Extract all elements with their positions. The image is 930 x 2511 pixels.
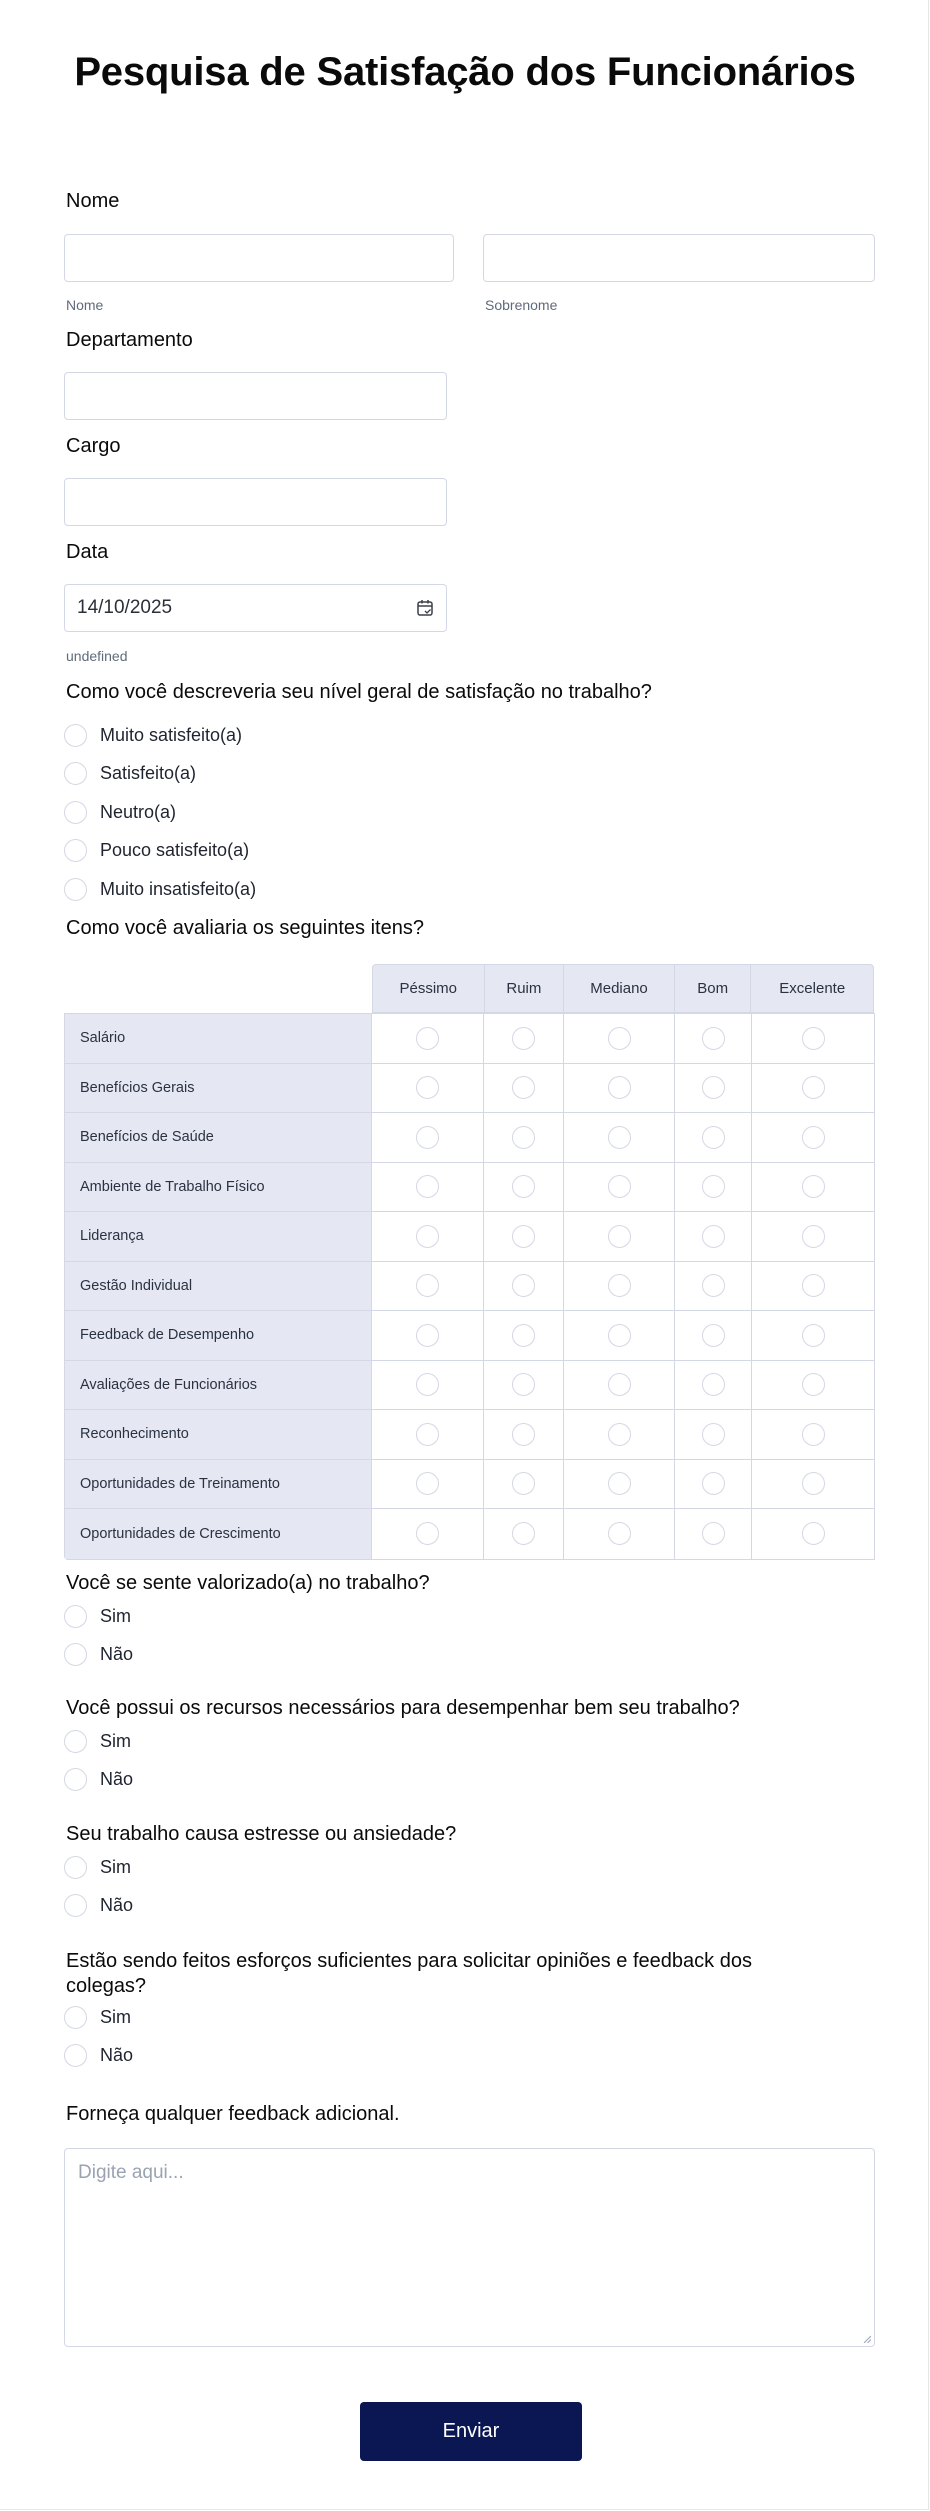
stress-option-no[interactable]	[64, 1892, 133, 1918]
option-label: Muito insatisfeito(a)	[100, 878, 257, 899]
matrix-cell	[484, 1460, 564, 1509]
matrix-cell	[372, 1509, 484, 1559]
matrix-cell	[484, 1014, 564, 1063]
radio-button[interactable]	[64, 839, 87, 862]
matrix-row	[65, 1113, 874, 1163]
matrix-radio-button[interactable]	[512, 1324, 535, 1347]
matrix-column-header: Péssimo	[373, 965, 485, 1012]
matrix-cell	[752, 1212, 874, 1261]
matrix-radio-button[interactable]	[512, 1373, 535, 1396]
position-label: Cargo	[66, 435, 121, 457]
radio-button[interactable]	[64, 1856, 87, 1879]
matrix-row	[65, 1163, 874, 1213]
matrix-row-label: Avaliações de Funcionários	[65, 1361, 372, 1410]
matrix-cell	[372, 1460, 484, 1509]
first-name-sublabel: Nome	[66, 297, 104, 313]
matrix-cell	[372, 1361, 484, 1410]
matrix-cell	[752, 1361, 874, 1410]
submit-button[interactable]: Enviar	[360, 2402, 582, 2461]
matrix-radio-button[interactable]	[608, 1126, 631, 1149]
matrix-radio-button[interactable]	[702, 1522, 725, 1545]
matrix-cell	[484, 1262, 564, 1311]
matrix-row	[65, 1509, 874, 1559]
matrix-cell	[752, 1509, 874, 1559]
radio-button[interactable]	[64, 1605, 87, 1628]
matrix-cell	[484, 1163, 564, 1212]
last-name-sublabel: Sobrenome	[485, 297, 558, 313]
matrix-radio-button[interactable]	[608, 1522, 631, 1545]
stress-question: Seu trabalho causa estresse ou ansiedade?	[66, 1823, 457, 1845]
option-label: Não	[100, 2044, 134, 2065]
satisfaction-option[interactable]	[64, 876, 256, 902]
feedback-effort-question: Estão sendo feitos esforços suficientes para solicitar opiniões e feedback dos colegas?	[66, 1950, 752, 1997]
matrix-radio-button[interactable]	[416, 1274, 439, 1297]
matrix-radio-button[interactable]	[608, 1076, 631, 1099]
matrix-radio-button[interactable]	[416, 1027, 439, 1050]
matrix-radio-button[interactable]	[802, 1175, 825, 1198]
option-label: Não	[100, 1894, 134, 1915]
position-input[interactable]	[64, 478, 447, 526]
matrix-column-header: Ruim	[485, 965, 565, 1012]
matrix-radio-button[interactable]	[702, 1027, 725, 1050]
matrix-cell	[675, 1163, 752, 1212]
matrix-row	[65, 1212, 874, 1262]
feedback-effort-option-no[interactable]	[64, 2042, 133, 2068]
matrix-row-label: Feedback de Desempenho	[65, 1311, 372, 1360]
matrix-radio-button[interactable]	[608, 1225, 631, 1248]
matrix-cell	[752, 1262, 874, 1311]
matrix-cell	[372, 1014, 484, 1063]
matrix-cell	[752, 1064, 874, 1113]
matrix-cell	[564, 1262, 675, 1311]
matrix-radio-button[interactable]	[702, 1324, 725, 1347]
matrix-cell	[484, 1113, 564, 1162]
matrix-cell	[564, 1311, 675, 1360]
option-label: Sim	[100, 2006, 131, 2027]
option-label: Não	[100, 1643, 134, 1664]
matrix-radio-button[interactable]	[702, 1274, 725, 1297]
matrix-cell	[564, 1014, 675, 1063]
matrix-radio-button[interactable]	[512, 1472, 535, 1495]
matrix-row-label: Benefícios Gerais	[65, 1064, 372, 1113]
matrix-radio-button[interactable]	[802, 1472, 825, 1495]
matrix-row-label: Liderança	[65, 1212, 372, 1261]
matrix-cell	[372, 1163, 484, 1212]
matrix-cell	[484, 1064, 564, 1113]
last-name-input[interactable]	[483, 234, 875, 282]
matrix-radio-button[interactable]	[608, 1373, 631, 1396]
matrix-cell	[372, 1410, 484, 1459]
matrix-radio-button[interactable]	[416, 1522, 439, 1545]
resources-question: Você possui os recursos necessários para desempenhar bem seu trabalho?	[66, 1697, 740, 1719]
matrix-cell	[675, 1064, 752, 1113]
option-label: Satisfeito(a)	[100, 762, 197, 783]
radio-button[interactable]	[64, 762, 87, 785]
matrix-column-header: Bom	[675, 965, 752, 1012]
satisfaction-option[interactable]	[64, 722, 242, 748]
matrix-radio-button[interactable]	[416, 1126, 439, 1149]
matrix-radio-button[interactable]	[512, 1225, 535, 1248]
matrix-radio-button[interactable]	[702, 1076, 725, 1099]
date-value: 14/10/2025	[77, 597, 173, 618]
matrix-cell	[675, 1262, 752, 1311]
matrix-radio-button[interactable]	[802, 1324, 825, 1347]
matrix-cell	[564, 1410, 675, 1459]
matrix-radio-button[interactable]	[802, 1126, 825, 1149]
valued-question: Você se sente valorizado(a) no trabalho?	[66, 1572, 430, 1594]
matrix-radio-button[interactable]	[702, 1472, 725, 1495]
matrix-radio-button[interactable]	[702, 1225, 725, 1248]
matrix-row	[65, 1064, 874, 1114]
department-label: Departamento	[66, 329, 193, 351]
matrix-row	[65, 1410, 874, 1460]
matrix-radio-button[interactable]	[608, 1274, 631, 1297]
matrix-cell	[372, 1113, 484, 1162]
matrix-radio-button[interactable]	[512, 1274, 535, 1297]
matrix-question: Como você avaliaria os seguintes itens?	[66, 917, 424, 939]
matrix-radio-button[interactable]	[608, 1175, 631, 1198]
resize-grip-icon[interactable]	[863, 2335, 871, 2343]
matrix-radio-button[interactable]	[416, 1373, 439, 1396]
matrix-cell	[484, 1509, 564, 1559]
matrix-radio-button[interactable]	[802, 1423, 825, 1446]
option-label: Sim	[100, 1856, 131, 1877]
matrix-cell	[372, 1212, 484, 1261]
matrix-row	[65, 1311, 874, 1361]
matrix-radio-button[interactable]	[702, 1423, 725, 1446]
matrix-radio-button[interactable]	[416, 1225, 439, 1248]
matrix-cell	[484, 1410, 564, 1459]
option-label: Sim	[100, 1730, 131, 1751]
matrix-cell	[675, 1014, 752, 1063]
matrix-cell	[564, 1113, 675, 1162]
matrix-radio-button[interactable]	[416, 1423, 439, 1446]
feedback-effort-option-yes[interactable]	[64, 2004, 131, 2030]
matrix-cell	[564, 1361, 675, 1410]
matrix-cell	[752, 1163, 874, 1212]
matrix-row-label: Gestão Individual	[65, 1262, 372, 1311]
matrix-body	[64, 1013, 875, 1560]
additional-feedback-label: Forneça qualquer feedback adicional.	[66, 2103, 400, 2125]
matrix-cell	[675, 1361, 752, 1410]
matrix-radio-button[interactable]	[702, 1175, 725, 1198]
matrix-radio-button[interactable]	[608, 1472, 631, 1495]
matrix-cell	[752, 1311, 874, 1360]
matrix-radio-button[interactable]	[802, 1373, 825, 1396]
matrix-cell	[564, 1212, 675, 1261]
matrix-radio-button[interactable]	[512, 1126, 535, 1149]
satisfaction-question: Como você descreveria seu nível geral de satisfação no trabalho?	[66, 681, 652, 703]
matrix-radio-button[interactable]	[416, 1472, 439, 1495]
name-label: Nome	[66, 190, 120, 212]
matrix-header	[372, 964, 874, 1013]
matrix-radio-button[interactable]	[802, 1225, 825, 1248]
additional-feedback-textarea[interactable]	[64, 2148, 875, 2347]
matrix-column-header: Mediano	[564, 965, 675, 1012]
first-name-input[interactable]	[64, 234, 454, 282]
option-label: Pouco satisfeito(a)	[100, 839, 250, 860]
radio-button[interactable]	[64, 801, 87, 824]
matrix-radio-button[interactable]	[802, 1027, 825, 1050]
radio-button[interactable]	[64, 1730, 87, 1753]
matrix-cell	[752, 1014, 874, 1063]
matrix-cell	[372, 1311, 484, 1360]
option-label: Sim	[100, 1605, 131, 1626]
matrix-radio-button[interactable]	[416, 1076, 439, 1099]
date-label: Data	[66, 541, 109, 563]
matrix-radio-button[interactable]	[416, 1324, 439, 1347]
matrix-column-header: Excelente	[779, 980, 846, 997]
matrix-radio-button[interactable]	[608, 1324, 631, 1347]
matrix-row	[65, 1460, 874, 1510]
matrix-cell	[675, 1460, 752, 1509]
matrix-cell	[675, 1212, 752, 1261]
matrix-row-label: Ambiente de Trabalho Físico	[65, 1163, 372, 1212]
matrix-row-label: Oportunidades de Treinamento	[65, 1460, 372, 1509]
textarea-placeholder: Digite aqui...	[78, 2162, 184, 2183]
matrix-radio-button[interactable]	[416, 1175, 439, 1198]
option-label: Não	[100, 1768, 134, 1789]
valued-option-yes[interactable]	[64, 1603, 131, 1629]
option-label: Muito satisfeito(a)	[100, 724, 243, 745]
matrix-radio-button[interactable]	[702, 1126, 725, 1149]
matrix-radio-button[interactable]	[512, 1522, 535, 1545]
radio-button[interactable]	[64, 1894, 87, 1917]
satisfaction-option[interactable]	[64, 760, 196, 786]
radio-button[interactable]	[64, 1768, 87, 1791]
matrix-cell	[372, 1064, 484, 1113]
matrix-cell	[752, 1113, 874, 1162]
matrix-cell	[484, 1311, 564, 1360]
satisfaction-option[interactable]	[64, 837, 249, 863]
resources-option-no[interactable]	[64, 1766, 133, 1792]
matrix-radio-button[interactable]	[802, 1076, 825, 1099]
matrix-row	[65, 1014, 874, 1064]
matrix-radio-button[interactable]	[512, 1027, 535, 1050]
option-label: Neutro(a)	[100, 801, 177, 822]
matrix-cell	[675, 1410, 752, 1459]
matrix-radio-button[interactable]	[608, 1423, 631, 1446]
radio-button[interactable]	[64, 2044, 87, 2067]
matrix-row-label: Oportunidades de Crescimento	[65, 1509, 372, 1559]
matrix-row	[65, 1361, 874, 1411]
matrix-radio-button[interactable]	[802, 1274, 825, 1297]
matrix-cell	[564, 1509, 675, 1559]
matrix-radio-button[interactable]	[512, 1175, 535, 1198]
stress-option-yes[interactable]	[64, 1854, 131, 1880]
matrix-row-label: Salário	[65, 1014, 372, 1063]
matrix-radio-button[interactable]	[608, 1027, 631, 1050]
matrix-radio-button[interactable]	[512, 1076, 535, 1099]
date-sublabel: undefined	[66, 648, 128, 664]
matrix-cell	[564, 1064, 675, 1113]
matrix-radio-button[interactable]	[512, 1423, 535, 1446]
matrix-row-label: Reconhecimento	[65, 1410, 372, 1459]
satisfaction-option[interactable]	[64, 799, 176, 825]
matrix-radio-button[interactable]	[802, 1522, 825, 1545]
matrix-cell	[372, 1262, 484, 1311]
calendar-icon[interactable]	[416, 599, 434, 617]
matrix-cell	[484, 1361, 564, 1410]
matrix-radio-button[interactable]	[702, 1373, 725, 1396]
matrix-cell	[752, 1460, 874, 1509]
matrix-row-label: Benefícios de Saúde	[65, 1113, 372, 1162]
radio-button[interactable]	[64, 724, 87, 747]
matrix-cell	[564, 1163, 675, 1212]
radio-button[interactable]	[64, 1643, 87, 1666]
radio-button[interactable]	[64, 2006, 87, 2029]
page-title: Pesquisa de Satisfação dos Funcionários	[74, 50, 856, 94]
resources-option-yes[interactable]	[64, 1728, 131, 1754]
matrix-cell	[675, 1113, 752, 1162]
matrix-cell	[484, 1212, 564, 1261]
matrix-cell	[752, 1410, 874, 1459]
department-input[interactable]	[64, 372, 447, 420]
matrix-cell	[564, 1460, 675, 1509]
matrix-cell	[675, 1509, 752, 1559]
valued-option-no[interactable]	[64, 1641, 133, 1667]
date-input[interactable]	[64, 584, 447, 632]
radio-button[interactable]	[64, 878, 87, 901]
matrix-cell	[675, 1311, 752, 1360]
matrix-row	[65, 1262, 874, 1312]
